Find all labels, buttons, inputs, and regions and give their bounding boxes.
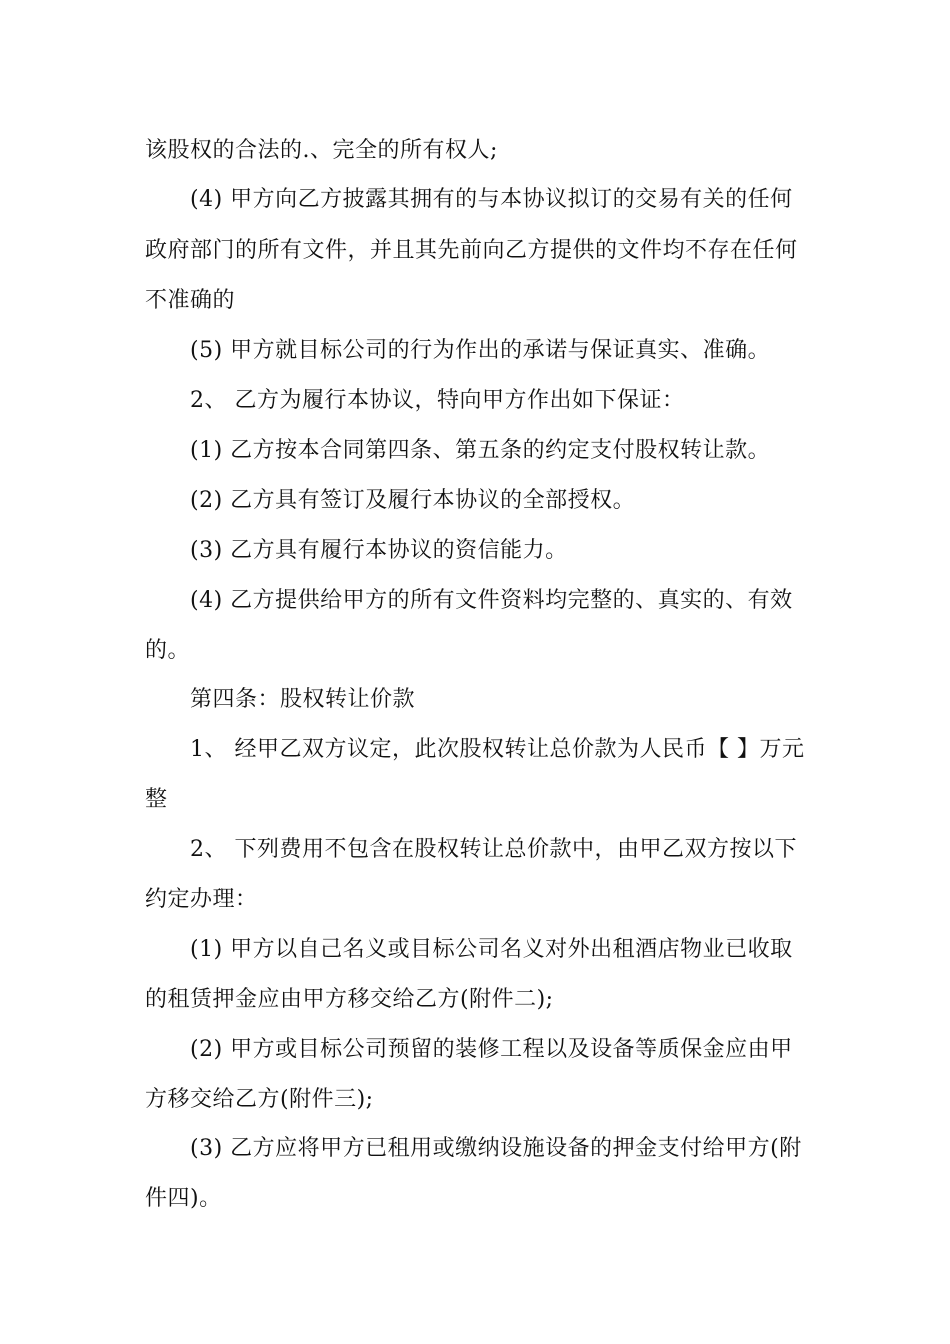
text-line: (4) 甲方向乙方披露其拥有的与本协议拟订的交易有关的任何 [190, 187, 793, 212]
text-line: (2) 乙方具有签订及履行本协议的全部授权。 [190, 488, 636, 513]
text-line: (1) 乙方按本合同第四条、第五条的约定支付股权转让款。 [190, 438, 771, 463]
text-line: 1、 经甲乙双方议定，此次股权转让总价款为人民币【 】万元 [190, 737, 805, 762]
text-line: 不准确的 [145, 288, 236, 313]
text-line: 的租赁押金应由甲方移交给乙方(附件二); [145, 987, 554, 1012]
text-line: 件四)。 [145, 1186, 222, 1211]
text-line: (3) 乙方具有履行本协议的资信能力。 [190, 538, 568, 563]
text-line: 的。 [145, 638, 191, 663]
text-line: 2、 下列费用不包含在股权转让总价款中，由甲乙双方按以下 [190, 837, 797, 862]
text-line: (2) 甲方或目标公司预留的装修工程以及设备等质保金应由甲 [190, 1037, 793, 1062]
text-line: 约定办理： [145, 887, 258, 912]
text-line: (3) 乙方应将甲方已租用或缴纳设施设备的押金支付给甲方(附 [190, 1136, 802, 1161]
text-line: 2、 乙方为履行本协议，特向甲方作出如下保证： [190, 388, 685, 413]
text-line: 政府部门的所有文件，并且其先前向乙方提供的文件均不存在任何 [145, 238, 798, 263]
text-line: 整 [145, 787, 168, 812]
text-line: 该股权的合法的.、完全的所有权人; [145, 138, 498, 163]
text-line: (1) 甲方以自己名义或目标公司名义对外出租酒店物业已收取 [190, 937, 793, 962]
text-line: (4) 乙方提供给甲方的所有文件资料均完整的、真实的、有效 [190, 588, 793, 613]
text-line: 方移交给乙方(附件三); [145, 1087, 374, 1112]
text-line: (5) 甲方就目标公司的行为作出的承诺与保证真实、准确。 [190, 338, 771, 363]
section-heading: 第四条：股权转让价款 [190, 687, 416, 712]
